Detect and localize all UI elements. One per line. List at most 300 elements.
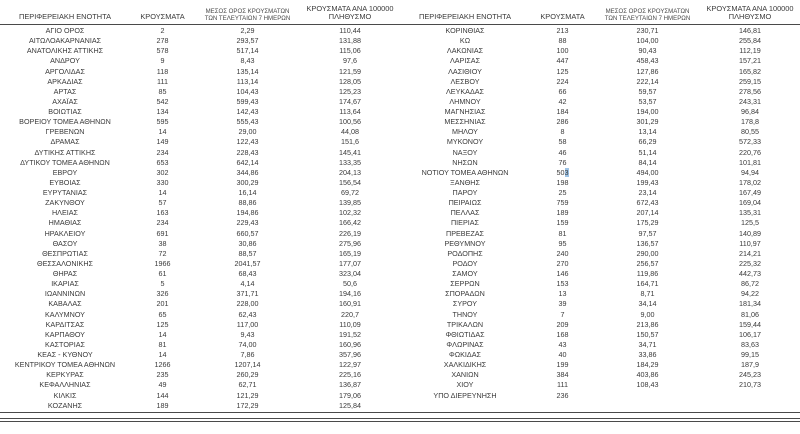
table-row (400, 26, 800, 36)
region-cell: ΠΙΕΡΙΑΣ (450, 218, 479, 228)
region-cell: ΚΙΛΚΙΣ (53, 390, 77, 400)
table-row (0, 127, 400, 137)
avg7-cell: 59,57 (638, 86, 657, 96)
region-cell: ΘΕΣΠΡΩΤΙΑΣ (42, 248, 88, 258)
table-row (0, 370, 400, 380)
avg7-cell: 142,43 (236, 107, 259, 117)
cases-cell: 234 (156, 218, 169, 228)
per100k-cell: 165,19 (339, 248, 361, 258)
table-row (0, 350, 400, 360)
cases-cell: 13 (558, 289, 567, 299)
per100k-cell: 97,6 (343, 56, 357, 66)
per100k-cell: 160,96 (339, 339, 361, 349)
per100k-cell: 102,32 (339, 208, 361, 218)
region-cell: ΗΡΑΚΛΕΙΟΥ (44, 228, 86, 238)
cases-cell: 236 (556, 390, 569, 400)
avg7-cell: 88,57 (238, 248, 257, 258)
table-row (0, 259, 400, 269)
table-row (400, 299, 800, 309)
per100k-cell: 177,07 (339, 258, 361, 268)
cases-cell: 168 (556, 329, 569, 339)
region-cell: ΑΧΑΪΑΣ (52, 96, 78, 106)
avg7-cell: 13,14 (638, 127, 657, 137)
avg7-cell: 66,29 (638, 137, 657, 147)
table-row (400, 158, 800, 168)
per100k-cell: 131,88 (339, 36, 361, 46)
table-row (0, 310, 400, 320)
cases-cell: 125 (556, 66, 569, 76)
cases-cell: 595 (156, 117, 169, 127)
avg7-cell: 199,43 (636, 177, 659, 187)
avg7-cell: 9,00 (640, 309, 655, 319)
region-cell: ΚΕΦΑΛΛΗΝΙΑΣ (39, 380, 91, 390)
per100k-cell: 245,23 (739, 370, 761, 380)
region-cell: ΡΟΔΟΥ (452, 258, 478, 268)
cases-cell: 81 (558, 228, 567, 238)
column-header-cases-label: ΚΡΟΥΣΜΑΤΑ (540, 12, 585, 22)
cases-cell: 88 (558, 36, 567, 46)
table-row (0, 158, 400, 168)
table-row (400, 107, 800, 117)
per100k-cell: 99,15 (741, 350, 759, 360)
avg7-cell: 1207,14 (234, 360, 261, 370)
column-header-per100k-line1: ΚΡΟΥΣΜΑΤΑ ΑΝΑ 100000 (706, 3, 794, 13)
per100k-cell: 94,94 (741, 167, 759, 177)
cases-cell: 14 (158, 188, 167, 198)
region-cell: ΙΚΑΡΙΑΣ (51, 279, 79, 289)
region-cell: ΚΕΑΣ - ΚΥΘΝΟΥ (37, 350, 93, 360)
per100k-cell: 121,59 (339, 66, 361, 76)
cases-cell: 235 (156, 370, 169, 380)
per100k-cell: 243,31 (739, 96, 761, 106)
avg7-cell: 136,57 (636, 238, 659, 248)
table-row (0, 26, 400, 36)
avg7-cell: 458,43 (636, 56, 659, 66)
avg7-cell: 104,00 (636, 36, 659, 46)
per100k-cell: 113,64 (339, 107, 361, 117)
table-row (400, 370, 800, 380)
per100k-cell: 128,05 (339, 76, 361, 86)
region-cell: ΛΗΜΝΟΥ (449, 96, 481, 106)
avg7-cell: 127,86 (636, 66, 659, 76)
per100k-cell: 100,56 (339, 117, 361, 127)
table-row (400, 249, 800, 259)
avg7-cell: 119,86 (636, 269, 659, 279)
avg7-cell: 135,14 (236, 66, 259, 76)
table-row (0, 198, 400, 208)
avg7-cell: 33,86 (638, 350, 657, 360)
column-header-region (0, 13, 130, 24)
region-cell: ΜΕΣΣΗΝΙΑΣ (444, 117, 486, 127)
per100k-cell: 110,97 (739, 238, 761, 248)
per100k-cell: 86,72 (741, 279, 759, 289)
column-header-avg7-line2: ΤΩΝ ΤΕΛΕΥΤΑΙΩΝ 7 ΗΜΕΡΩΝ (604, 15, 691, 22)
table-row (400, 340, 800, 350)
cases-cell: 184 (556, 107, 569, 117)
region-cell: ΣΕΡΡΩΝ (450, 279, 480, 289)
table-row (400, 178, 800, 188)
avg7-cell: 194,86 (236, 208, 259, 218)
avg7-cell: 207,14 (636, 208, 659, 218)
region-cell: ΚΑΣΤΟΡΙΑΣ (45, 339, 85, 349)
left-table-header (0, 0, 400, 25)
right-table-body (400, 26, 800, 401)
region-cell: ΝΑΞΟΥ (452, 147, 478, 157)
table-row (400, 380, 800, 390)
avg7-cell: 88,86 (238, 198, 257, 208)
avg7-cell: 84,14 (638, 157, 657, 167)
table-row (400, 269, 800, 279)
table-row (400, 127, 800, 137)
cases-cell: 1966 (154, 258, 171, 268)
cases-cell: 278 (156, 36, 169, 46)
per100k-cell: 135,31 (739, 208, 761, 218)
avg7-cell: 53,57 (638, 96, 657, 106)
table-row (400, 360, 800, 370)
cases-cell: 209 (556, 319, 569, 329)
avg7-cell: 164,71 (636, 279, 659, 289)
cases-cell: 189 (556, 208, 569, 218)
region-cell: ΖΑΚΥΝΘΟΥ (45, 198, 85, 208)
cases-cell: 198 (556, 177, 569, 187)
avg7-cell: 293,57 (236, 36, 259, 46)
per100k-cell: 278,56 (739, 86, 761, 96)
table-row (0, 401, 400, 411)
per100k-cell: 110,44 (339, 26, 361, 36)
per100k-cell: 50,6 (343, 279, 357, 289)
column-header-per100k-line2: ΠΛΗΘΥΣΜΟ (728, 12, 772, 22)
cases-cell: 153 (556, 279, 569, 289)
cases-cell: 25 (558, 188, 567, 198)
table-row (400, 239, 800, 249)
per100k-cell: 204,13 (339, 167, 361, 177)
cases-cell: 199 (556, 360, 569, 370)
avg7-cell: 256,57 (636, 258, 659, 268)
table-row (400, 279, 800, 289)
cases-cell: 447 (556, 56, 569, 66)
column-header-avg7-line2: ΤΩΝ ΤΕΛΕΥΤΑΙΩΝ 7 ΗΜΕΡΩΝ (204, 15, 291, 22)
region-cell: ΑΝΔΡΟΥ (50, 56, 80, 66)
region-cell: ΥΠΟ ΔΙΕΡΕΥΝΗΣΗ (433, 390, 497, 400)
table-row (0, 320, 400, 330)
region-cell: ΕΒΡΟΥ (52, 167, 78, 177)
per100k-cell: 181,34 (739, 299, 761, 309)
region-cell: ΕΥΒΟΙΑΣ (49, 177, 81, 187)
column-header-avg7 (195, 8, 300, 24)
per100k-cell: 191,52 (339, 329, 361, 339)
table-row (400, 229, 800, 239)
avg7-cell: 403,86 (636, 370, 659, 380)
avg7-cell: 642,14 (236, 157, 259, 167)
per100k-cell: 159,44 (739, 319, 761, 329)
cases-cell: 240 (556, 248, 569, 258)
column-header-cases (530, 13, 595, 24)
region-cell: ΕΥΡΥΤΑΝΙΑΣ (42, 188, 88, 198)
cases-cell: 72 (158, 248, 167, 258)
region-cell: ΔΡΑΜΑΣ (50, 137, 80, 147)
avg7-cell: 194,00 (636, 107, 659, 117)
region-cell: ΚΑΡΠΑΘΟΥ (45, 329, 85, 339)
avg7-cell: 2,29 (240, 26, 255, 36)
region-cell: ΦΩΚΙΔΑΣ (449, 350, 481, 360)
per100k-cell: 125,84 (339, 400, 361, 410)
cases-cell: 653 (156, 157, 169, 167)
region-cell: ΑΡΓΟΛΙΔΑΣ (45, 66, 85, 76)
cases-cell: 14 (158, 329, 167, 339)
left-table-body (0, 26, 400, 411)
per100k-cell: 357,96 (339, 350, 361, 360)
table-row (0, 279, 400, 289)
region-cell: ΚΑΒΑΛΑΣ (48, 299, 82, 309)
region-cell: ΞΑΝΘΗΣ (450, 177, 480, 187)
cases-cell: 14 (158, 350, 167, 360)
avg7-cell: 117,00 (236, 319, 259, 329)
region-cell: ΣΑΜΟΥ (452, 269, 478, 279)
cases-cell: 65 (158, 309, 167, 319)
cases-cell: 85 (158, 86, 167, 96)
per100k-cell: 572,33 (739, 137, 761, 147)
region-cell: ΘΕΣΣΑΛΟΝΙΚΗΣ (37, 258, 93, 268)
region-cell: ΡΟΔΟΠΗΣ (447, 248, 483, 258)
column-header-region-label: ΠΕΡΙΦΕΡΕΙΑΚΗ ΕΝΟΤΗΤΑ (419, 12, 511, 22)
table-row (400, 148, 800, 158)
region-cell: ΠΕΛΛΑΣ (450, 208, 480, 218)
table-row (0, 107, 400, 117)
avg7-cell: 90,43 (638, 46, 657, 56)
table-row (400, 137, 800, 147)
table-row (400, 350, 800, 360)
column-header-cases-label: ΚΡΟΥΣΜΑΤΑ (140, 12, 185, 22)
avg7-cell: 108,43 (636, 380, 659, 390)
avg7-cell: 74,00 (238, 339, 257, 349)
per100k-cell: 178,02 (739, 177, 761, 187)
cases-cell: 270 (556, 258, 569, 268)
per100k-cell: 146,81 (739, 26, 761, 36)
region-cell: ΠΕΙΡΑΙΩΣ (448, 198, 482, 208)
region-cell: ΑΝΑΤΟΛΙΚΗΣ ΑΤΤΙΚΗΣ (26, 46, 104, 56)
cases-cell: 213 (556, 26, 569, 36)
per100k-cell: 125,23 (339, 86, 361, 96)
cases-cell: 61 (158, 269, 167, 279)
per100k-cell: 110,09 (339, 319, 361, 329)
table-row (400, 289, 800, 299)
sheet-bottom-rule (0, 412, 800, 413)
region-cell: ΑΙΤΩΛΟΑΚΑΡΝΑΝΙΑΣ (28, 36, 102, 46)
per100k-cell: 226,19 (339, 228, 361, 238)
table-row (400, 77, 800, 87)
table-row (400, 218, 800, 228)
per100k-cell: 187,9 (741, 360, 759, 370)
table-row (0, 36, 400, 46)
region-cell: ΗΛΕΙΑΣ (51, 208, 79, 218)
per100k-cell: 157,21 (739, 56, 761, 66)
avg7-cell: 113,14 (236, 76, 259, 86)
per100k-cell: 96,84 (741, 107, 759, 117)
avg7-cell: 30,86 (238, 238, 257, 248)
avg7-cell: 97,57 (638, 228, 657, 238)
per100k-cell: 112,19 (739, 46, 761, 56)
table-row (400, 208, 800, 218)
region-cell: ΣΠΟΡΑΔΩΝ (445, 289, 485, 299)
avg7-cell: 672,43 (636, 198, 659, 208)
column-header-avg7 (595, 8, 700, 24)
avg7-cell: 344,86 (236, 167, 259, 177)
table-row (0, 77, 400, 87)
region-cell: ΙΩΑΝΝΙΝΩΝ (44, 289, 86, 299)
table-row (0, 97, 400, 107)
region-cell: ΛΕΣΒΟΥ (450, 76, 480, 86)
table-row (0, 46, 400, 56)
table-row (0, 249, 400, 259)
cases-cell: 57 (158, 198, 167, 208)
avg7-cell: 599,43 (236, 96, 259, 106)
cases-cell: 163 (156, 208, 169, 218)
avg7-cell: 494,00 (636, 167, 659, 177)
avg7-cell: 7,86 (240, 350, 255, 360)
region-cell: ΝΗΣΩΝ (452, 157, 478, 167)
per100k-cell: 139,85 (339, 198, 361, 208)
table-row (400, 46, 800, 56)
table-row (0, 229, 400, 239)
cases-cell: 14 (158, 127, 167, 137)
table-row (400, 320, 800, 330)
region-cell: ΚΟΖΑΝΗΣ (47, 400, 83, 410)
cases-cell: 100 (556, 46, 569, 56)
avg7-cell: 34,71 (638, 339, 657, 349)
table-row (400, 87, 800, 97)
per100k-cell: 44,08 (341, 127, 359, 137)
table-row (0, 148, 400, 158)
avg7-cell: 300,29 (236, 177, 259, 187)
table-row (0, 168, 400, 178)
cases-cell: 43 (558, 339, 567, 349)
cases-cell: 8 (560, 127, 565, 137)
per100k-cell: 101,81 (739, 157, 761, 167)
sheet-bottom-double-rule (0, 418, 800, 422)
region-cell: ΒΟΡΕΙΟΥ ΤΟΜΕΑ ΑΘΗΝΩΝ (19, 117, 111, 127)
per100k-cell: 83,63 (741, 339, 759, 349)
avg7-cell: 229,43 (236, 218, 259, 228)
avg7-cell: 122,43 (236, 137, 259, 147)
cases-cell: 542 (156, 96, 169, 106)
avg7-cell: 2041,57 (234, 258, 261, 268)
cases-cell: 5 (160, 279, 165, 289)
avg7-cell: 660,57 (236, 228, 259, 238)
avg7-cell: 172,29 (236, 400, 259, 410)
region-cell: ΑΓΙΟ ΟΡΟΣ (45, 26, 85, 36)
table-row (0, 178, 400, 188)
table-row (400, 391, 800, 401)
per100k-cell: 140,89 (739, 228, 761, 238)
cases-cell: 134 (156, 107, 169, 117)
per100k-cell: 220,7 (341, 309, 359, 319)
table-row (0, 137, 400, 147)
region-cell: ΜΗΛΟΥ (452, 127, 478, 137)
avg7-cell: 68,43 (238, 269, 257, 279)
avg7-cell: 213,86 (636, 319, 659, 329)
region-cell: ΠΑΡΟΥ (452, 188, 478, 198)
per100k-cell: 81,06 (741, 309, 759, 319)
per100k-cell: 160,91 (339, 299, 361, 309)
cases-cell: 40 (558, 350, 567, 360)
table-row (400, 117, 800, 127)
region-cell: ΔΥΤΙΚΟΥ ΤΟΜΕΑ ΑΘΗΝΩΝ (20, 157, 110, 167)
per100k-cell: 323,04 (339, 269, 361, 279)
table-row (0, 330, 400, 340)
avg7-cell: 104,43 (236, 86, 259, 96)
per100k-cell: 69,72 (341, 188, 359, 198)
table-row (0, 340, 400, 350)
cases-cell: 503 (556, 167, 569, 177)
table-row (400, 310, 800, 320)
region-cell: ΑΡΤΑΣ (53, 86, 77, 96)
avg7-cell: 228,43 (236, 147, 259, 157)
avg7-cell: 62,71 (238, 380, 257, 390)
cases-cell: 95 (558, 238, 567, 248)
region-cell: ΗΜΑΘΙΑΣ (48, 218, 82, 228)
cases-cell: 326 (156, 289, 169, 299)
cases-cell: 9 (160, 56, 165, 66)
per100k-cell: 167,49 (739, 188, 761, 198)
cases-cell: 149 (156, 137, 169, 147)
region-cell: ΚΑΛΥΜΝΟΥ (45, 309, 85, 319)
avg7-cell: 9,43 (240, 329, 255, 339)
region-cell: ΦΘΙΩΤΙΔΑΣ (445, 329, 485, 339)
table-row (0, 239, 400, 249)
per100k-cell: 275,96 (339, 238, 361, 248)
region-cell: ΚΑΡΔΙΤΣΑΣ (45, 319, 85, 329)
per100k-cell: 94,22 (741, 289, 759, 299)
region-cell: ΦΛΩΡΙΝΑΣ (446, 339, 484, 349)
cases-cell: 39 (558, 299, 567, 309)
table-row (400, 97, 800, 107)
avg7-cell: 121,29 (236, 390, 259, 400)
column-header-per100k-line1: ΚΡΟΥΣΜΑΤΑ ΑΝΑ 100000 (306, 3, 394, 13)
table-row (0, 117, 400, 127)
right-table-panel (400, 0, 800, 434)
per100k-cell: 225,32 (739, 258, 761, 268)
avg7-cell: 150,57 (636, 329, 659, 339)
region-cell: ΜΥΚΟΝΟΥ (446, 137, 484, 147)
region-cell: ΤΡΙΚΑΛΩΝ (446, 319, 484, 329)
per100k-cell: 106,17 (739, 329, 761, 339)
cases-cell: 66 (558, 86, 567, 96)
right-table-header (400, 0, 800, 25)
table-row (0, 391, 400, 401)
cases-cell: 46 (558, 147, 567, 157)
cases-cell: 49 (158, 380, 167, 390)
region-cell: ΘΗΡΑΣ (52, 269, 78, 279)
cases-cell: 189 (156, 400, 169, 410)
region-cell: ΝΟΤΙΟΥ ΤΟΜΕΑ ΑΘΗΝΩΝ (421, 167, 509, 177)
per100k-cell: 194,16 (339, 289, 361, 299)
region-cell: ΧΙΟΥ (456, 380, 474, 390)
table-row (400, 168, 800, 178)
column-header-cases (130, 13, 195, 24)
region-cell: ΜΑΓΝΗΣΙΑΣ (444, 107, 486, 117)
cases-cell: 1266 (154, 360, 171, 370)
per100k-cell: 210,73 (739, 380, 761, 390)
avg7-cell: 222,14 (636, 76, 659, 86)
region-cell: ΒΟΙΩΤΙΑΣ (48, 107, 82, 117)
avg7-cell: 51,14 (638, 147, 657, 157)
cases-cell: 384 (556, 370, 569, 380)
avg7-cell: 555,43 (236, 117, 259, 127)
cases-cell: 111 (157, 76, 168, 86)
column-header-per100k (700, 5, 800, 24)
table-row (400, 188, 800, 198)
avg7-cell: 290,00 (636, 248, 659, 258)
